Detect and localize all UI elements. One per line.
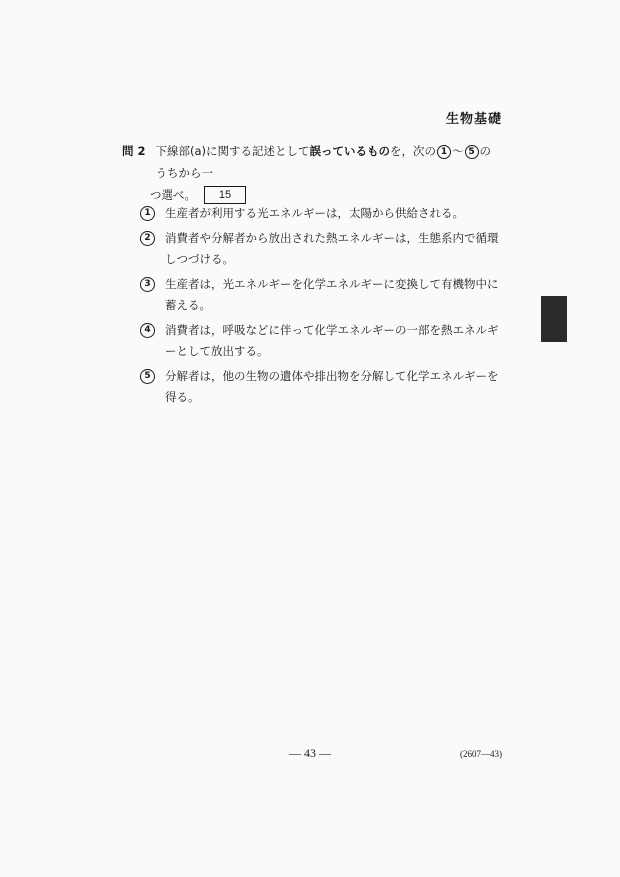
choice-item[interactable] — [140, 228, 502, 270]
question-text-after: を，次の — [390, 144, 437, 158]
question-number: 問 2 — [122, 144, 146, 158]
question-text-tail: のうちから一 — [155, 144, 492, 180]
choice-text: 消費者は，呼吸などに伴って化学エネルギーの一部を熱エネルギーとして放出する。 — [165, 323, 499, 358]
question-text-before: 下線部(a)に関する記述として — [155, 144, 310, 158]
choice-item[interactable] — [140, 320, 502, 362]
choice-number-mark: 3 — [140, 277, 155, 292]
choice-text: 生産者が利用する光エネルギーは，太陽から供給される。 — [165, 206, 464, 220]
page-number: — 43 — — [289, 746, 331, 760]
question-line2-text: つ選べ。 — [150, 188, 196, 202]
range-start-mark: 1 — [437, 145, 451, 159]
section-index-tab — [541, 296, 567, 342]
answer-box[interactable]: 15 — [204, 186, 246, 204]
choice-number-mark: 1 — [140, 206, 155, 221]
question-text — [156, 140, 502, 184]
choice-item[interactable] — [140, 203, 502, 224]
question-block — [122, 140, 502, 206]
choice-list — [140, 203, 502, 412]
page-code: (2607—43) — [460, 749, 502, 759]
choice-item[interactable] — [140, 366, 502, 408]
question-emphasis: 誤っているもの — [309, 144, 391, 158]
range-end-mark: 5 — [465, 145, 479, 159]
choice-number-mark: 4 — [140, 323, 155, 338]
choice-item[interactable] — [140, 274, 502, 316]
subject-title: 生物基礎 — [445, 112, 502, 127]
choice-text: 生産者は，光エネルギーを化学エネルギーに変換して有機物中に蓄える。 — [165, 277, 499, 312]
choice-number-mark: 5 — [140, 369, 155, 384]
choice-text: 消費者や分解者から放出された熱エネルギーは，生態系内で循環しつづける。 — [165, 231, 499, 266]
range-separator: ～ — [452, 144, 464, 158]
question-head — [122, 140, 502, 184]
choice-text: 分解者は，他の生物の遺体や排出物を分解して化学エネルギーを得る。 — [165, 369, 499, 404]
choice-number-mark: 2 — [140, 231, 155, 246]
